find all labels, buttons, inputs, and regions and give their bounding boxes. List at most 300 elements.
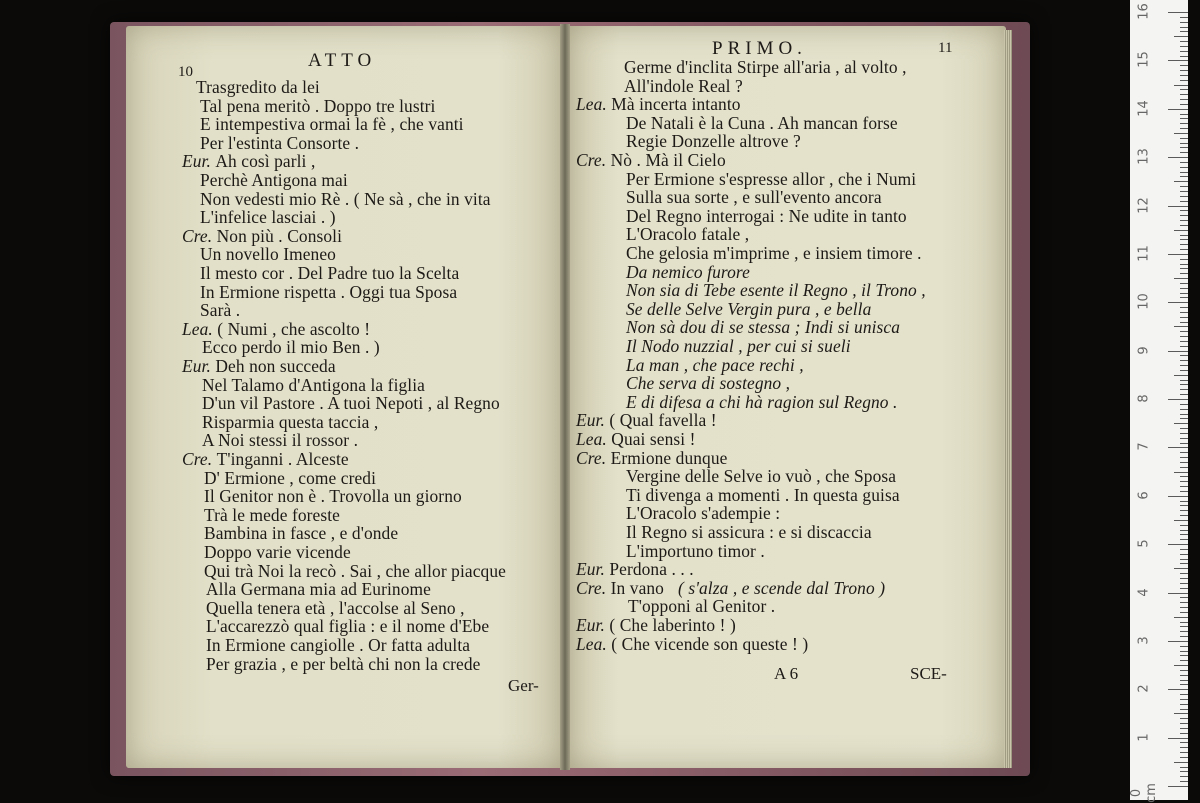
page-edges — [1004, 30, 1012, 768]
line-text: Qui trà Noi la recò . Sai , che allor piacque — [204, 560, 506, 581]
text-line — [626, 132, 801, 151]
ruler-tick — [1180, 46, 1188, 47]
text-line — [202, 413, 378, 432]
speaker-label: Eur. — [182, 151, 216, 172]
ruler-tick — [1180, 767, 1188, 768]
ruler-tick — [1180, 409, 1188, 410]
line-text: Per l'estinta Consorte . — [200, 132, 360, 153]
text-line — [206, 617, 489, 636]
line-text: L'Oracolo s'adempie : — [626, 503, 781, 524]
ruler-tick — [1168, 447, 1188, 448]
speaker-label: Cre. — [576, 150, 611, 170]
line-text: Perdona . . . — [609, 559, 694, 580]
line-text: Un novello Imeneo — [200, 244, 336, 265]
ruler-tick — [1174, 617, 1188, 618]
text-line — [576, 560, 694, 579]
ruler-tick — [1180, 414, 1188, 415]
speaker-label: Cre. — [576, 447, 611, 468]
ruler-tick — [1174, 520, 1188, 521]
text-line — [182, 152, 315, 171]
text-line — [626, 263, 750, 282]
left-catchword: Ger- — [508, 676, 539, 695]
text-line — [206, 655, 480, 674]
ruler-tick — [1180, 651, 1188, 652]
text-line — [196, 78, 320, 97]
ruler-number: 15 — [1136, 51, 1152, 69]
ruler-tick — [1180, 239, 1188, 240]
ruler-tick — [1180, 501, 1188, 502]
ruler-tick — [1174, 665, 1188, 666]
text-line — [202, 338, 380, 357]
ruler-tick — [1180, 747, 1188, 748]
line-text: Ecco perdo il mio Ben . ) — [202, 337, 380, 358]
stage-direction: ( s'alza , e scende dal Trono ) — [677, 577, 886, 598]
ruler-tick — [1180, 264, 1188, 265]
ruler-tick — [1180, 389, 1188, 390]
ruler-tick — [1180, 723, 1188, 724]
line-text: Quella tenera età , l'accolse al Seno , — [206, 597, 465, 618]
ruler-tick — [1180, 771, 1188, 772]
right-page-number: 11 — [938, 40, 953, 56]
line-text: Sarà . — [200, 300, 241, 321]
text-line — [576, 430, 696, 449]
ruler-tick — [1180, 428, 1188, 429]
line-text: ( Qual favella ! — [609, 410, 717, 431]
text-line — [206, 580, 431, 599]
ruler-tick — [1180, 167, 1188, 168]
line-text: E di difesa a chi hà ragion sul Regno . — [626, 391, 898, 412]
ruler-tick — [1180, 491, 1188, 492]
ruler-tick — [1180, 636, 1188, 637]
speaker-label: Lea. — [576, 94, 612, 115]
ruler-tick — [1180, 515, 1188, 516]
ruler-tick — [1180, 684, 1188, 685]
ruler-tick — [1180, 394, 1188, 395]
line-text: Trasgredito da lei — [196, 77, 320, 97]
ruler-tick — [1168, 641, 1188, 642]
ruler-tick — [1180, 99, 1188, 100]
ruler-tick — [1180, 510, 1188, 511]
text-line — [202, 431, 358, 450]
text-line — [204, 524, 398, 543]
ruler-tick — [1180, 655, 1188, 656]
text-line — [624, 77, 743, 96]
line-text: Quai sensi ! — [611, 429, 696, 449]
ruler-tick — [1180, 196, 1188, 197]
ruler-tick — [1174, 36, 1188, 37]
ruler-tick — [1174, 375, 1188, 376]
ruler-tick — [1180, 176, 1188, 177]
ruler-tick — [1180, 384, 1188, 385]
ruler-tick — [1180, 675, 1188, 676]
ruler-tick — [1180, 162, 1188, 163]
ruler-tick — [1168, 206, 1188, 207]
text-line — [202, 394, 500, 413]
ruler-tick — [1168, 786, 1188, 787]
ruler-tick — [1180, 418, 1188, 419]
line-text: Nò . Mà il Cielo — [610, 150, 726, 170]
ruler-tick — [1180, 457, 1188, 458]
ruler-tick — [1180, 622, 1188, 623]
ruler-tick — [1180, 273, 1188, 274]
ruler-tick — [1180, 539, 1188, 540]
line-text: Non vedesti mio Rè . ( Ne sà , che in vita — [200, 188, 491, 209]
ruler-tick — [1168, 689, 1188, 690]
ruler-tick — [1180, 563, 1188, 564]
line-text: Il mesto cor . Del Padre tuo la Scelta — [200, 263, 460, 283]
text-line — [626, 393, 898, 412]
ruler-tick — [1168, 399, 1188, 400]
line-text: Per Ermione s'espresse allor , che i Numi — [626, 168, 917, 189]
text-line — [576, 449, 727, 468]
ruler-tick — [1180, 505, 1188, 506]
ruler-number: 8 — [1136, 394, 1152, 403]
ruler-tick — [1180, 317, 1188, 318]
ruler-tick — [1174, 181, 1188, 182]
text-line — [200, 171, 348, 190]
line-text: ( Che vicende son queste ! ) — [611, 633, 809, 654]
speaker-label: Eur. — [182, 356, 216, 376]
text-line — [626, 300, 871, 319]
ruler-tick — [1180, 138, 1188, 139]
line-text: Da nemico furore — [626, 261, 750, 282]
speaker-label: Eur. — [576, 559, 610, 580]
text-line — [626, 207, 907, 226]
signature-mark: A 6 — [774, 664, 799, 683]
ruler-tick — [1180, 346, 1188, 347]
measurement-ruler — [1129, 0, 1188, 803]
line-text: D'un vil Pastore . A tuoi Nepoti , al Regno — [202, 393, 500, 414]
ruler-tick — [1180, 94, 1188, 95]
ruler-tick — [1180, 293, 1188, 294]
ruler-tick — [1180, 776, 1188, 777]
line-text: Trà le mede foreste — [204, 504, 340, 525]
ruler-number: 9 — [1136, 345, 1152, 355]
ruler-tick — [1180, 147, 1188, 148]
line-text: D' Ermione , come credi — [204, 467, 377, 488]
ruler-tick — [1180, 781, 1188, 782]
ruler-tick — [1180, 597, 1188, 598]
ruler-tick — [1180, 215, 1188, 216]
line-text: Risparmia questa taccia , — [202, 411, 379, 432]
ruler-tick — [1180, 452, 1188, 453]
ruler-tick — [1180, 143, 1188, 144]
line-text: T'inganni . Alceste — [216, 449, 349, 469]
ruler-tick — [1180, 244, 1188, 245]
right-text-block — [576, 58, 996, 668]
ruler-tick — [1180, 307, 1188, 308]
line-text: Doppo varie vicende — [204, 542, 351, 562]
line-text: ( Che laberinto ! ) — [609, 615, 736, 635]
line-text: Il Regno si assicura : e si discaccia — [626, 522, 872, 542]
text-line — [204, 506, 340, 525]
ruler-tick — [1180, 752, 1188, 753]
ruler-tick — [1180, 27, 1188, 28]
line-text: Il Genitor non è . Trovolla un giorno — [204, 486, 462, 507]
ruler-tick — [1180, 360, 1188, 361]
ruler-number: 13 — [1136, 148, 1152, 165]
line-text: La man , che pace rechi , — [626, 354, 804, 375]
text-line — [576, 616, 736, 635]
line-text: Sulla sua sorte , e sull'evento ancora — [626, 187, 882, 208]
ruler-number: 16 — [1136, 3, 1152, 20]
ruler-tick — [1180, 481, 1188, 482]
ruler-tick — [1180, 559, 1188, 560]
ruler-tick — [1180, 210, 1188, 211]
ruler-tick — [1168, 593, 1188, 594]
ruler-tick — [1180, 549, 1188, 550]
ruler-tick — [1174, 85, 1188, 86]
ruler-tick — [1180, 51, 1188, 52]
line-text: A Noi stessi il rossor . — [202, 430, 359, 451]
text-line — [182, 357, 336, 376]
text-line — [626, 337, 851, 356]
text-line — [626, 523, 872, 542]
text-line — [200, 283, 457, 302]
ruler-tick — [1168, 496, 1188, 497]
ruler-tick — [1180, 65, 1188, 66]
ruler-tick — [1180, 104, 1188, 105]
ruler-tick — [1180, 728, 1188, 729]
text-line — [200, 97, 435, 116]
ruler-tick — [1180, 631, 1188, 632]
line-text: Nel Talamo d'Antigona la figlia — [202, 374, 425, 395]
text-line — [626, 542, 765, 561]
ruler-tick — [1168, 351, 1188, 352]
line-text: Non sà dou di se stessa ; Indi si unisca — [626, 317, 901, 338]
line-text: L'Oracolo fatale , — [626, 224, 750, 245]
ruler-tick — [1180, 191, 1188, 192]
ruler-tick — [1180, 462, 1188, 463]
speaker-label: Eur. — [576, 410, 610, 431]
line-text: E intempestiva ormai la fè , che vanti — [200, 114, 464, 135]
ruler-tick — [1180, 268, 1188, 269]
text-line — [576, 151, 726, 170]
ruler-tick — [1180, 370, 1188, 371]
left-running-header: ATTO — [308, 50, 377, 71]
ruler-tick — [1180, 583, 1188, 584]
speaker-label: Cre. — [182, 225, 217, 246]
right-catchword: SCE- — [910, 664, 947, 683]
right-running-header: PRIMO. — [712, 38, 807, 59]
ruler-tick — [1180, 297, 1188, 298]
text-line — [182, 320, 370, 339]
ruler-tick — [1180, 70, 1188, 71]
ruler-tick — [1168, 544, 1188, 545]
text-line — [200, 208, 336, 227]
line-text: Alla Germana mia ad Eurinome — [206, 579, 431, 600]
line-text: In vano — [610, 577, 664, 598]
line-text: Perchè Antigona mai — [200, 170, 348, 190]
ruler-tick — [1168, 109, 1188, 110]
ruler-number: 7 — [1136, 442, 1152, 452]
ruler-tick — [1174, 230, 1188, 231]
ruler-tick — [1174, 762, 1188, 763]
book-gutter — [560, 24, 570, 770]
ruler-tick — [1168, 157, 1188, 158]
ruler-tick — [1180, 118, 1188, 119]
ruler-tick — [1174, 713, 1188, 714]
ruler-tick — [1180, 660, 1188, 661]
text-line — [204, 543, 351, 562]
ruler-tick — [1174, 423, 1188, 424]
ruler-tick — [1180, 525, 1188, 526]
line-text: Tal pena meritò . Doppo tre lustri — [200, 95, 436, 116]
text-line — [626, 486, 900, 505]
ruler-tick — [1180, 709, 1188, 710]
line-text: All'indole Real ? — [624, 75, 743, 96]
ruler-tick — [1180, 670, 1188, 671]
ruler-tick — [1180, 186, 1188, 187]
line-text: Germe d'inclita Stirpe all'aria , al volto , — [624, 57, 907, 77]
ruler-tick — [1180, 626, 1188, 627]
ruler-tick — [1180, 404, 1188, 405]
ruler-tick — [1180, 733, 1188, 734]
text-line — [576, 411, 717, 430]
ruler-number: 5 — [1136, 539, 1152, 548]
ruler-tick — [1168, 302, 1188, 303]
line-text: Per grazia , e per beltà chi non la crede — [206, 653, 481, 674]
text-line — [626, 114, 898, 133]
ruler-number: 3 — [1136, 636, 1152, 645]
ruler-tick — [1180, 288, 1188, 289]
ruler-tick — [1180, 259, 1188, 260]
line-text: Se delle Selve Vergin pura , e bella — [626, 298, 872, 319]
line-text: Ti divenga a momenti . In questa guisa — [626, 484, 900, 505]
line-text: T'opponi al Genitor . — [628, 596, 776, 617]
ruler-number: 6 — [1136, 491, 1152, 500]
text-line — [200, 264, 459, 283]
left-text-block — [182, 78, 560, 688]
ruler-tick — [1174, 326, 1188, 327]
ruler-tick — [1180, 220, 1188, 221]
speaker-label: Cre. — [182, 449, 217, 469]
ruler-tick — [1180, 694, 1188, 695]
ruler-tick — [1180, 331, 1188, 332]
ruler-tick — [1180, 578, 1188, 579]
line-text: L'accarezzò qual figlia : e il nome d'Ebe — [206, 616, 490, 637]
text-line — [204, 469, 376, 488]
ruler-tick — [1180, 114, 1188, 115]
line-text: Il Nodo nuzzial , per cui si sueli — [626, 336, 851, 356]
line-text: Che gelosia m'imprime , e insiem timore . — [626, 243, 922, 263]
text-line — [626, 318, 900, 337]
ruler-tick — [1180, 438, 1188, 439]
ruler-number: 10 — [1136, 293, 1152, 311]
ruler-tick — [1180, 433, 1188, 434]
ruler-tick — [1180, 17, 1188, 18]
ruler-tick — [1180, 443, 1188, 444]
ruler-tick — [1180, 312, 1188, 313]
line-text: Che serva di sostegno , — [626, 373, 791, 394]
text-line — [624, 58, 907, 77]
line-text: In Ermione rispetta . Oggi tua Sposa — [200, 281, 458, 302]
ruler-tick — [1180, 283, 1188, 284]
ruler-tick — [1180, 336, 1188, 337]
ruler-tick — [1174, 133, 1188, 134]
ruler-tick — [1180, 742, 1188, 743]
ruler-tick — [1180, 718, 1188, 719]
text-line — [202, 376, 425, 395]
text-line — [626, 225, 749, 244]
ruler-tick — [1180, 152, 1188, 153]
line-text: Deh non succeda — [215, 356, 336, 376]
ruler-number: 4 — [1136, 587, 1152, 597]
ruler-number: 0 cm — [1129, 783, 1159, 803]
ruler-tick — [1180, 680, 1188, 681]
line-text: Non più . Consoli — [216, 225, 343, 246]
ruler-tick — [1180, 123, 1188, 124]
text-line — [206, 599, 465, 618]
text-line — [204, 562, 506, 581]
text-line — [200, 301, 240, 320]
ruler-tick — [1180, 467, 1188, 468]
ruler-tick — [1180, 554, 1188, 555]
line-text: ( Numi , che ascolto ! — [217, 318, 371, 339]
text-line — [576, 579, 885, 598]
ruler-tick — [1180, 31, 1188, 32]
ruler-tick — [1180, 588, 1188, 589]
ruler-number: 14 — [1136, 99, 1152, 117]
line-text: Ah così parli , — [215, 151, 316, 172]
ruler-tick — [1180, 249, 1188, 250]
ruler-tick — [1180, 89, 1188, 90]
ruler-tick — [1174, 472, 1188, 473]
line-text: Regie Donzelle altrove ? — [626, 131, 801, 152]
speaker-label: Lea. — [576, 429, 612, 449]
text-line — [200, 115, 464, 134]
ruler-number: 11 — [1136, 245, 1152, 262]
ruler-tick — [1180, 75, 1188, 76]
line-text: L'infelice lasciai . ) — [200, 207, 336, 228]
ruler-tick — [1180, 80, 1188, 81]
text-line — [626, 170, 916, 189]
ruler-tick — [1180, 476, 1188, 477]
ruler-tick — [1168, 60, 1188, 61]
ruler-tick — [1180, 380, 1188, 381]
ruler-tick — [1180, 530, 1188, 531]
ruler-tick — [1180, 128, 1188, 129]
line-text: Mà incerta intanto — [611, 94, 741, 115]
text-line — [576, 95, 741, 114]
ruler-tick — [1168, 738, 1188, 739]
line-text: Ermione dunque — [610, 447, 728, 468]
ruler-tick — [1168, 12, 1188, 13]
text-line — [626, 504, 780, 523]
speaker-label: Eur. — [576, 615, 610, 635]
ruler-tick — [1168, 254, 1188, 255]
line-text: Vergine delle Selve io vuò , che Sposa — [626, 466, 897, 487]
text-line — [200, 134, 359, 153]
ruler-number: 2 — [1136, 684, 1152, 693]
ruler-number: 12 — [1136, 196, 1152, 214]
left-page-number: 10 — [178, 64, 193, 80]
speaker-label: Cre. — [576, 577, 611, 598]
ruler-tick — [1174, 568, 1188, 569]
ruler-tick — [1180, 699, 1188, 700]
text-line — [626, 188, 882, 207]
line-text: Non sia di Tebe esente il Regno , il Trono , — [626, 280, 926, 301]
text-line — [200, 190, 491, 209]
ruler-tick — [1180, 757, 1188, 758]
text-line — [628, 597, 775, 616]
ruler-tick — [1180, 235, 1188, 236]
line-text: Del Regno interrogai : Ne udite in tanto — [626, 205, 907, 226]
line-text: In Ermione cangiolle . Or fatta adulta — [206, 635, 471, 655]
text-line — [626, 281, 926, 300]
line-text: Bambina in fasce , e d'onde — [204, 523, 399, 544]
ruler-tick — [1180, 612, 1188, 613]
